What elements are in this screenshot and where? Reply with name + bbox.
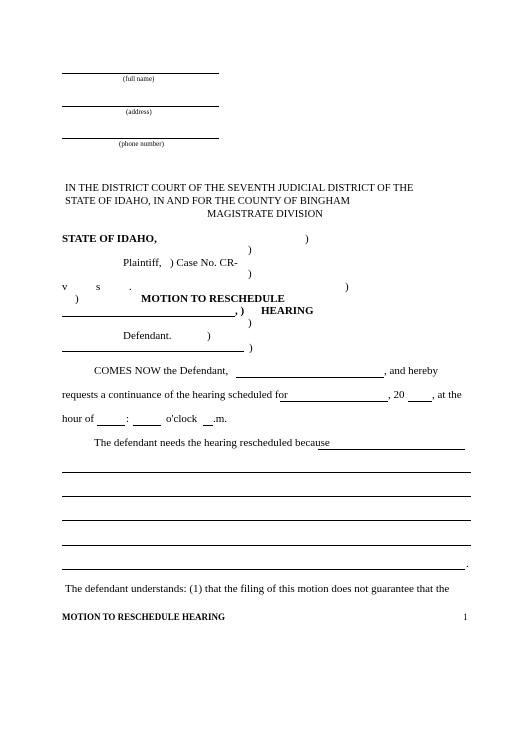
vs-dot: . (129, 281, 132, 293)
caption-paren: ) (248, 317, 252, 329)
reason-line-1[interactable] (62, 472, 471, 473)
caption-paren: ) (345, 281, 349, 293)
caption-paren: ) (248, 244, 252, 256)
defendant-name-blank[interactable] (236, 377, 384, 378)
court-heading-line2: STATE OF IDAHO, IN AND FOR THE COUNTY OF BINGHAM (65, 196, 351, 207)
at-the-text: , at the (432, 389, 462, 401)
caption-paren: ) (305, 233, 309, 245)
and-hereby-text: , and hereby (384, 365, 439, 377)
minute-blank[interactable] (133, 425, 161, 426)
reason-period: . (466, 558, 469, 570)
phone-line[interactable] (62, 138, 219, 139)
full-name-label: (full name) (123, 75, 155, 83)
footer-title: MOTION TO RESCHEDULE HEARING (62, 612, 225, 622)
court-heading-line1: IN THE DISTRICT COURT OF THE SEVENTH JUDICIAL DISTRICT OF THE (65, 183, 414, 194)
m-text: .m. (213, 413, 228, 425)
caption-paren: ) (207, 330, 211, 342)
year-prefix: , 20 (388, 389, 405, 401)
phone-label: (phone number) (119, 140, 164, 148)
reason-line-5[interactable] (62, 569, 465, 570)
caption-comma-paren: , ) (235, 305, 245, 317)
comes-now-text: COMES NOW the Defendant, (94, 365, 229, 377)
hearing-date-blank[interactable] (280, 401, 388, 402)
reason-line-2[interactable] (62, 496, 471, 497)
case-number-label: ) Case No. CR- (170, 257, 238, 269)
requests-text: requests a continuance of the hearing scheduled for (62, 389, 288, 401)
because-text: The defendant needs the hearing rescheduled because (94, 437, 330, 449)
state-of-idaho: STATE OF IDAHO, (62, 233, 157, 245)
caption-paren: ) (248, 268, 252, 280)
address-label: (address) (126, 108, 152, 116)
hour-blank[interactable] (97, 425, 125, 426)
defendant-label: Defendant. (123, 330, 172, 342)
motion-title-line1: MOTION TO RESCHEDULE (141, 293, 285, 305)
reason-line-3[interactable] (62, 520, 471, 521)
hour-colon: : (126, 413, 130, 425)
full-name-line[interactable] (62, 73, 219, 74)
court-heading-line3: MAGISTRATE DIVISION (207, 209, 323, 220)
oclock-text: o'clock (166, 413, 198, 425)
hour-of-text: hour of (62, 413, 95, 425)
page-number: 1 (463, 612, 468, 622)
reason-blank[interactable] (318, 449, 465, 450)
vs-s: s (96, 281, 101, 293)
defendant-name-line[interactable] (62, 316, 235, 317)
defendant-caption-line[interactable] (62, 351, 244, 352)
motion-title-line2: HEARING (261, 305, 314, 317)
caption-paren: ) (75, 293, 79, 305)
caption-paren: ) (249, 342, 253, 354)
understands-text: The defendant understands: (1) that the filing of this motion does not guarantee that the (65, 583, 450, 595)
vs-v: v (62, 281, 68, 293)
address-line[interactable] (62, 106, 219, 107)
am-pm-blank[interactable] (203, 425, 213, 426)
plaintiff-label: Plaintiff, (123, 257, 162, 269)
reason-line-4[interactable] (62, 545, 471, 546)
year-blank[interactable] (408, 401, 432, 402)
